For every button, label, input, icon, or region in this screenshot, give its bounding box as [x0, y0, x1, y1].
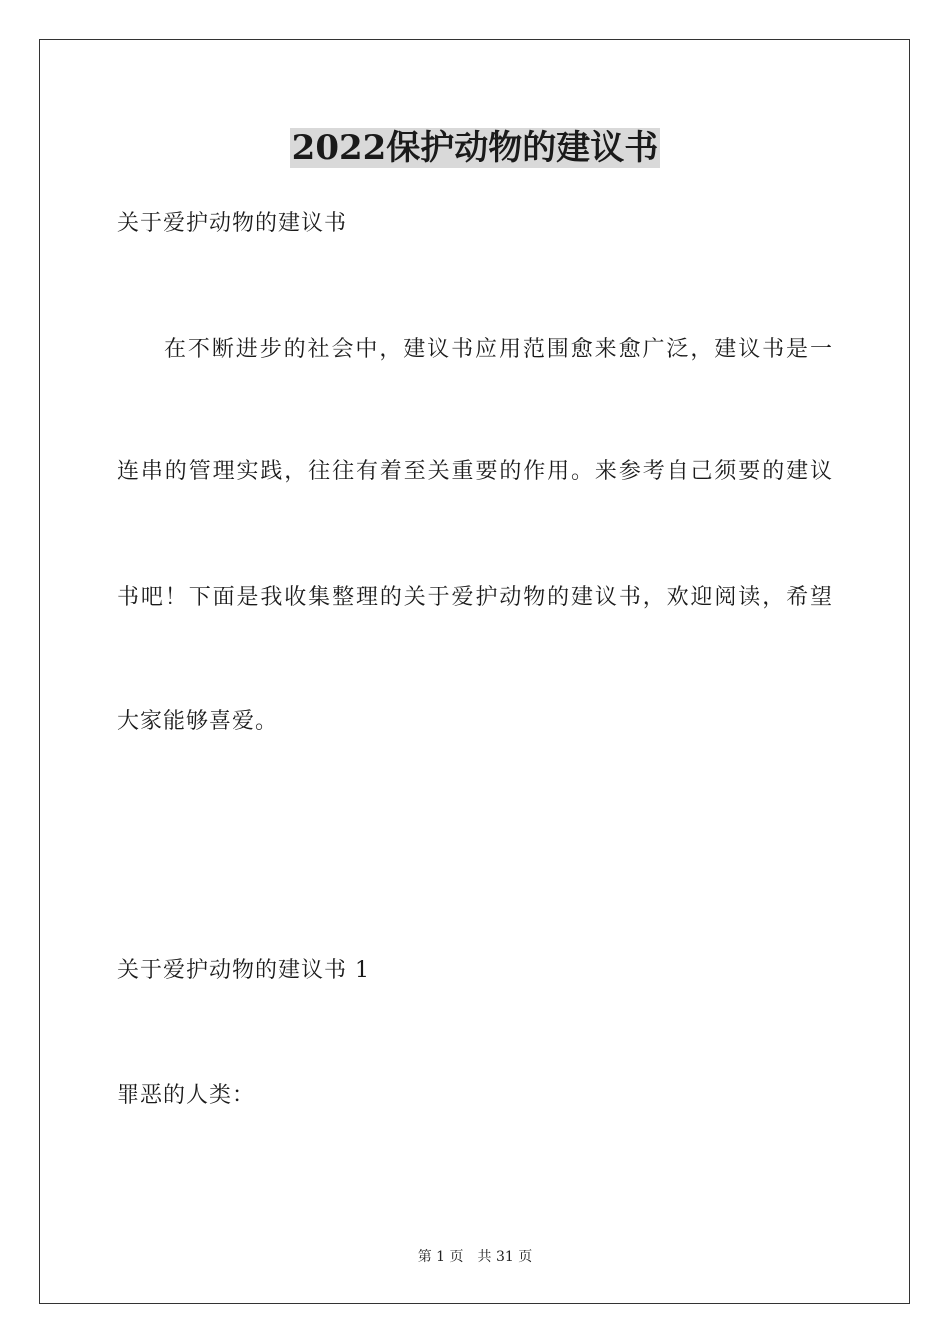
document-title-text: 2022保护动物的建议书	[291, 128, 659, 168]
paragraph-line: 在不断进步的社会中，建议书应用范围愈来愈广泛，建议书是一	[164, 337, 833, 362]
paragraph-line: 连串的管理实践，往往有着至关重要的作用。来参考自己须要的建议	[117, 459, 833, 484]
paragraph-line: 书吧！下面是我收集整理的关于爱护动物的建议书，欢迎阅读，希望	[117, 585, 833, 610]
page-number: 第 1 页	[417, 1249, 464, 1265]
paragraph-line: 大家能够喜爱。	[117, 709, 279, 734]
salutation: 罪恶的人类：	[117, 1083, 256, 1108]
document-title	[0, 124, 950, 172]
section-heading: 关于爱护动物的建议书 1	[117, 958, 370, 983]
page-footer	[0, 1247, 950, 1267]
intro-heading: 关于爱护动物的建议书	[117, 211, 348, 236]
total-pages: 共 31 页	[477, 1249, 533, 1265]
